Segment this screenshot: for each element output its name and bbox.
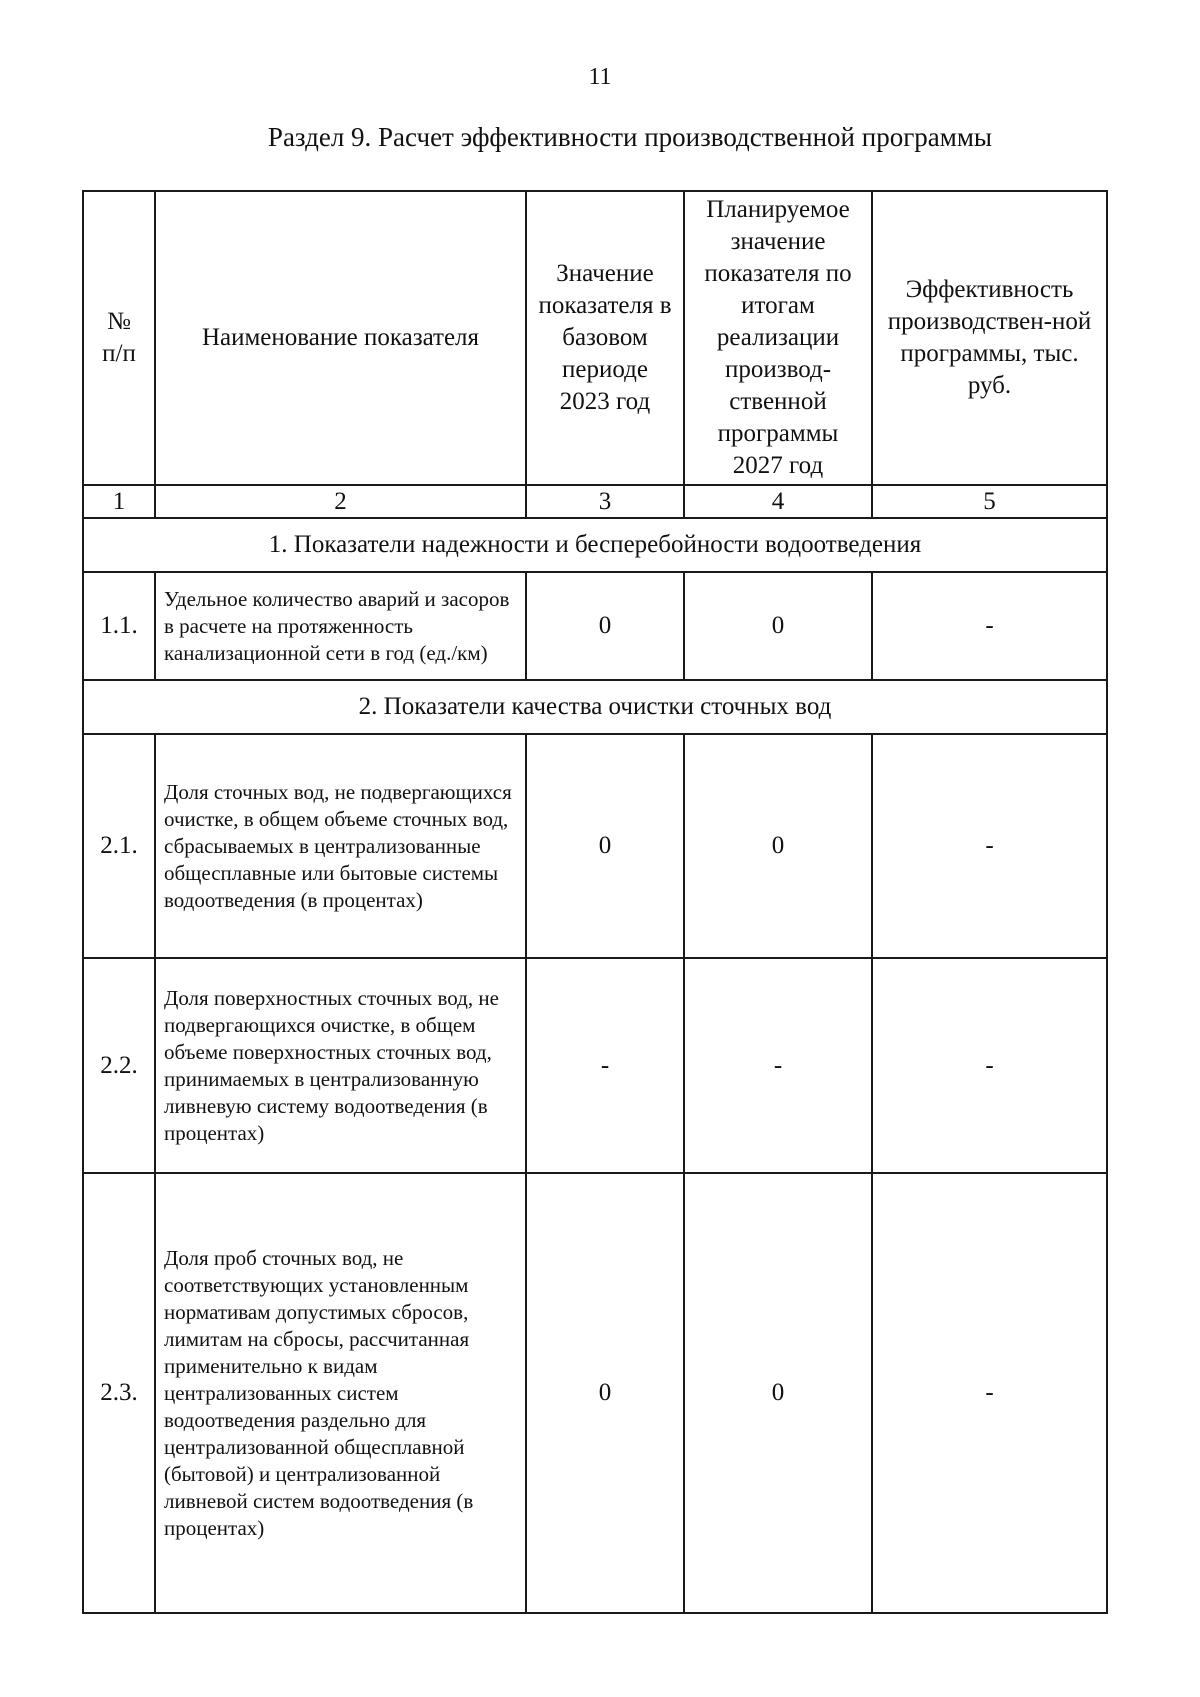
- column-number: 1: [83, 485, 155, 518]
- row-efficiency: -: [872, 1173, 1107, 1613]
- row-index: 2.3.: [83, 1173, 155, 1613]
- header-row: [83, 191, 1107, 485]
- table-row: [83, 1173, 1107, 1613]
- row-index: 2.2.: [83, 958, 155, 1173]
- row-index: 1.1.: [83, 572, 155, 680]
- header-planned-value: Планируемое значение показателя по итогам реализации производ-ственной программы 2027 год: [684, 191, 872, 485]
- page-number: 11: [588, 64, 612, 90]
- row-base-value: 0: [526, 1173, 684, 1613]
- row-base-value: 0: [526, 572, 684, 680]
- table-row: [83, 572, 1107, 680]
- row-name: Доля проб сточных вод, не соответствующих установленным нормативам допустимых сбросов, лимитам на сбросы, рассчитанная применительно к видам централизованных систем водоотведения раздельно для централизованной общесплавной (бытовой) и централизованной ливневой систем водоотведения (в процентах): [155, 1173, 526, 1613]
- column-number: 3: [526, 485, 684, 518]
- row-planned-value: -: [684, 958, 872, 1173]
- header-efficiency: Эффективность производствен-ной программы, тыс. руб.: [872, 191, 1107, 485]
- row-name: Доля поверхностных сточных вод, не подвергающихся очистке, в общем объеме поверхностных сточных вод, принимаемых в централизованную ливневую систему водоотведения (в процентах): [155, 958, 526, 1173]
- column-number: 2: [155, 485, 526, 518]
- column-number-row: [83, 485, 1107, 518]
- group-row: [83, 680, 1107, 734]
- row-base-value: 0: [526, 734, 684, 958]
- row-efficiency: -: [872, 734, 1107, 958]
- row-index: 2.1.: [83, 734, 155, 958]
- row-planned-value: 0: [684, 734, 872, 958]
- row-name: Удельное количество аварий и засоров в расчете на протяженность канализационной сети в год (ед./км): [155, 572, 526, 680]
- efficiency-table: [82, 190, 1108, 1614]
- section-title: Раздел 9. Расчет эффективности производственной программы: [267, 122, 993, 152]
- table-row: [83, 734, 1107, 958]
- row-name: Доля сточных вод, не подвергающихся очистке, в общем объеме сточных вод, сбрасываемых в централизованные общесплавные или бытовые системы водоотведения (в процентах): [155, 734, 526, 958]
- column-number: 4: [684, 485, 872, 518]
- row-efficiency: -: [872, 572, 1107, 680]
- header-name: Наименование показателя: [155, 191, 526, 485]
- row-efficiency: -: [872, 958, 1107, 1173]
- row-base-value: -: [526, 958, 684, 1173]
- group-row: [83, 518, 1107, 572]
- table-row: [83, 958, 1107, 1173]
- column-number: 5: [872, 485, 1107, 518]
- header-number: № п/п: [83, 191, 155, 485]
- header-base-value: Значение показателя в базовом периоде 2023 год: [526, 191, 684, 485]
- group-title: 1. Показатели надежности и бесперебойности водоотведения: [83, 518, 1107, 572]
- row-planned-value: 0: [684, 1173, 872, 1613]
- row-planned-value: 0: [684, 572, 872, 680]
- group-title: 2. Показатели качества очистки сточных вод: [83, 680, 1107, 734]
